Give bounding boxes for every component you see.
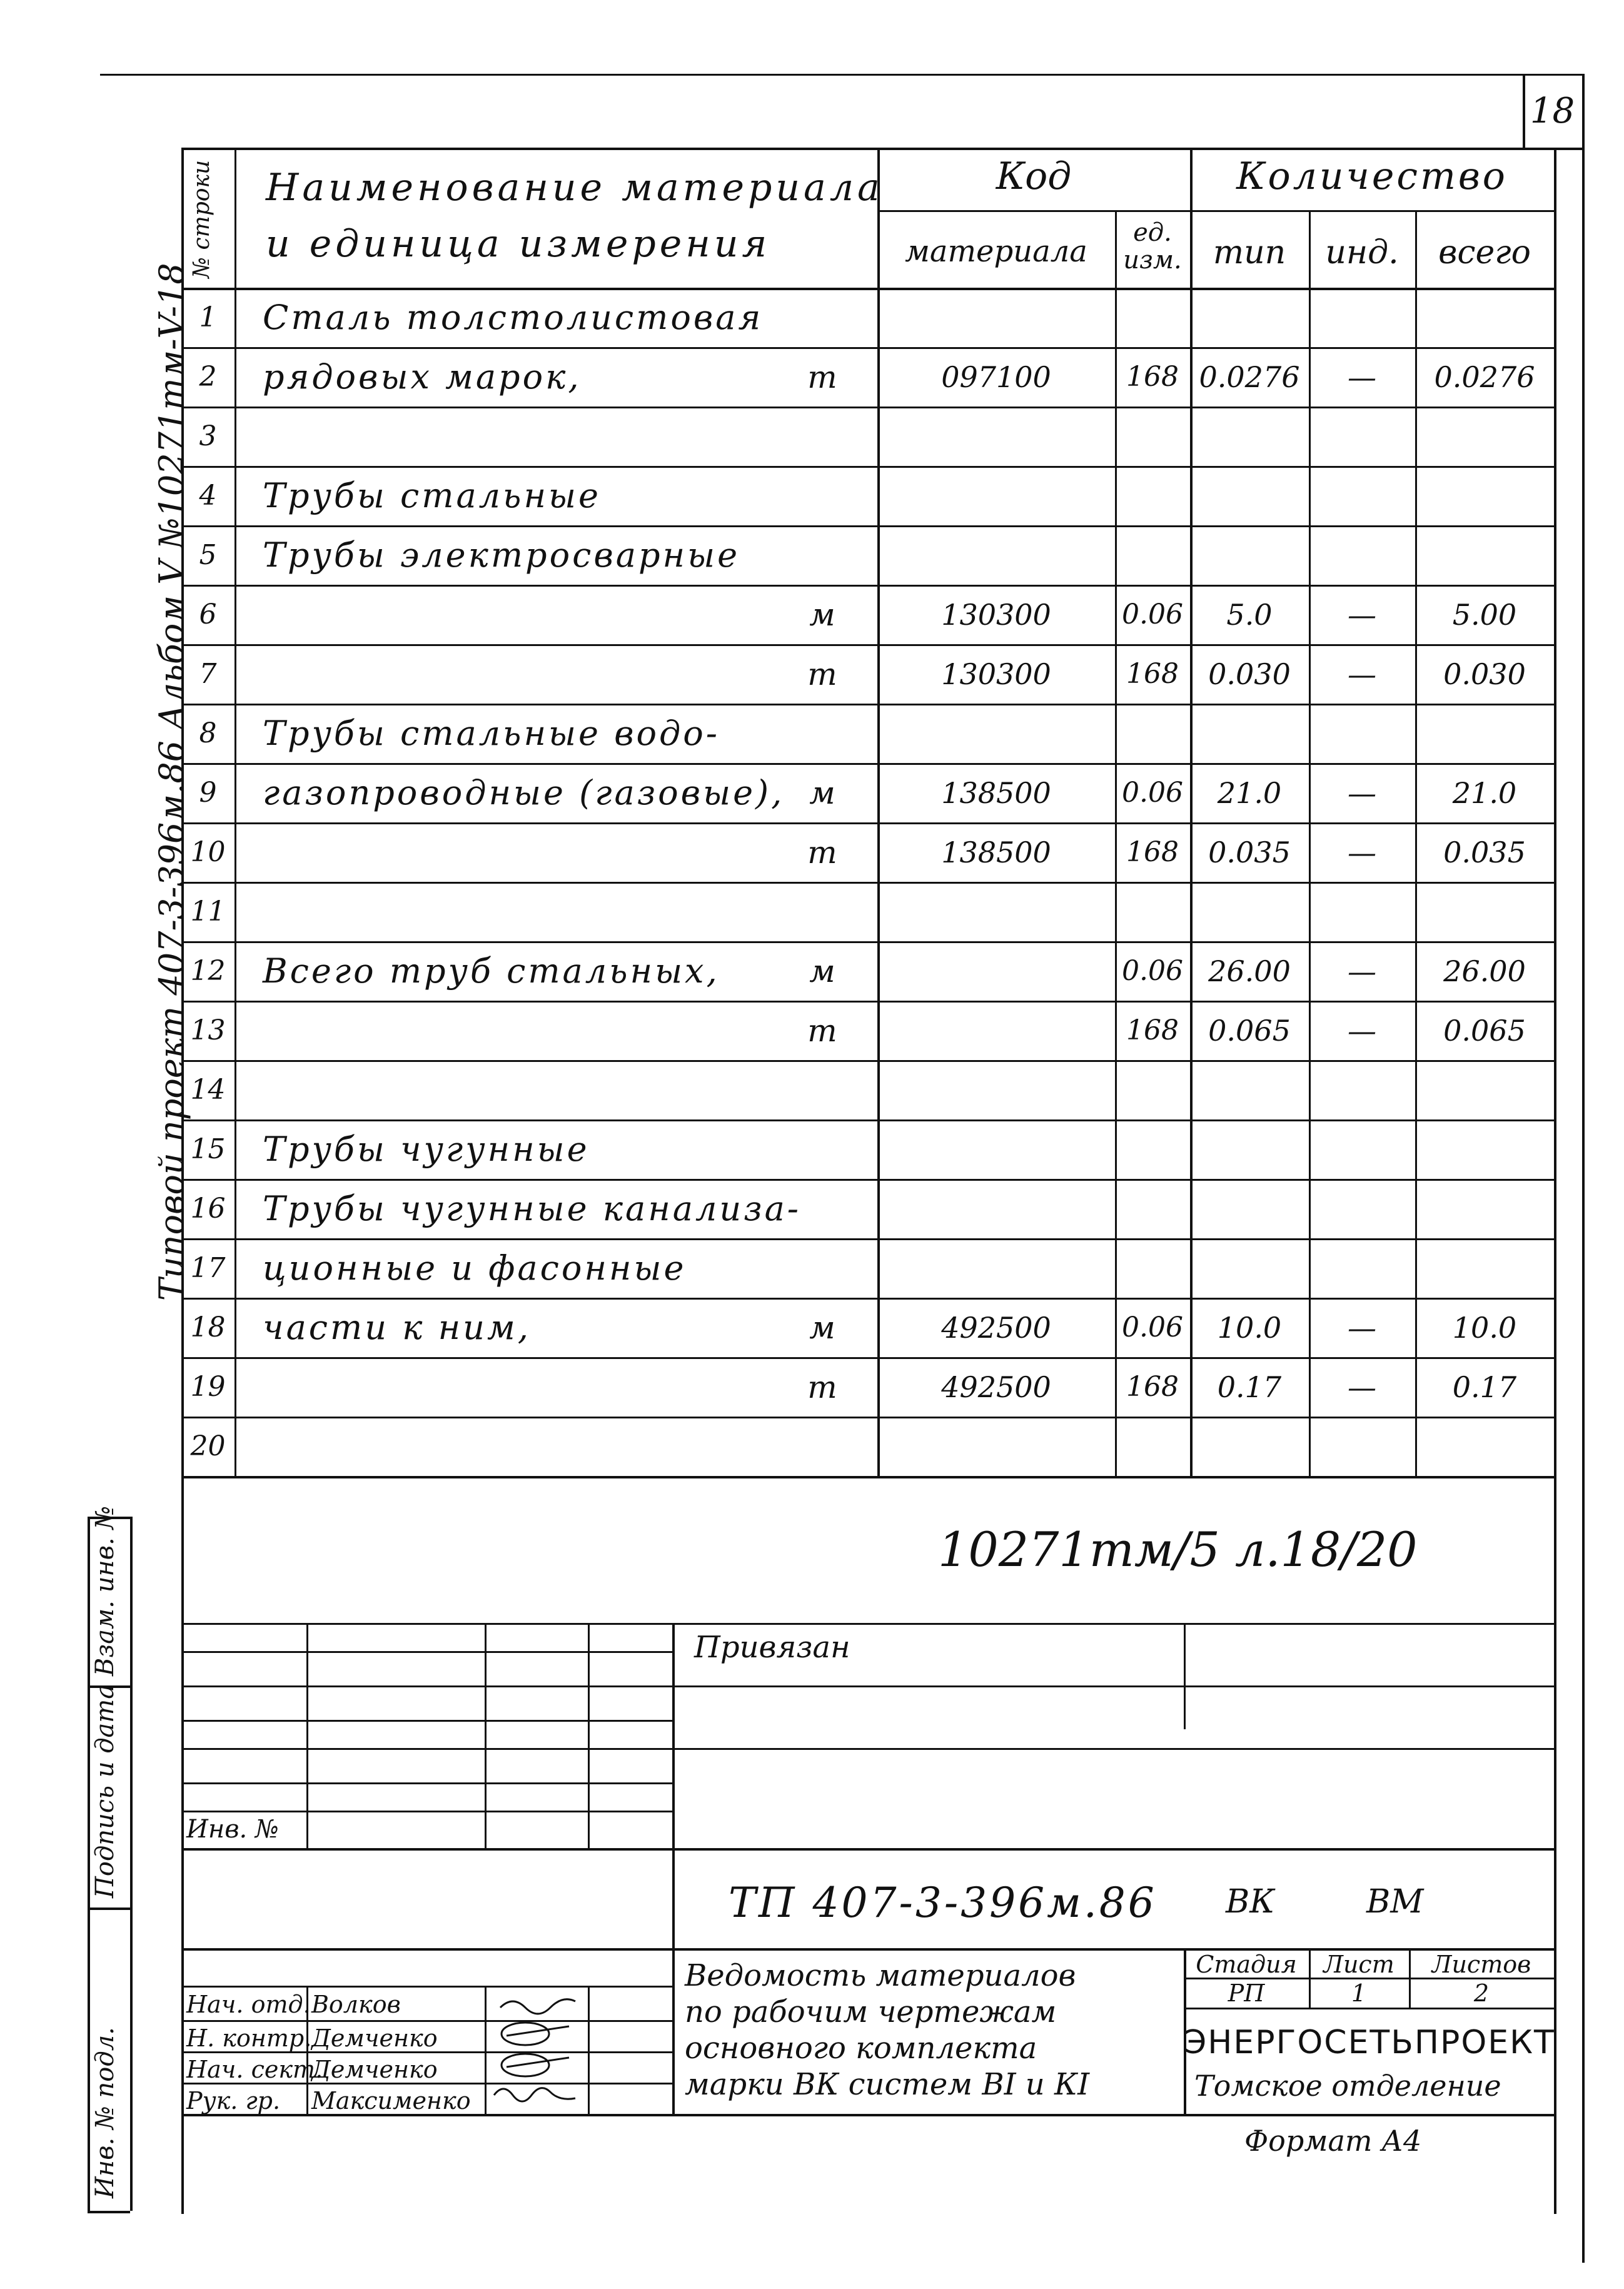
tb-col-3 — [588, 1623, 590, 1848]
strip-left — [88, 1517, 90, 2211]
row-separator — [181, 585, 1554, 587]
row-separator — [181, 525, 1554, 527]
row-number: 12 — [190, 954, 226, 987]
row-tip: 10.0 — [1217, 1310, 1282, 1345]
org-sub: Томское отделение — [1194, 2069, 1501, 2103]
row-unit: м — [809, 952, 835, 989]
row-unit: м — [809, 774, 835, 811]
tb-line-h — [181, 1848, 1554, 1851]
row-ind: — — [1348, 657, 1376, 691]
format-label: Формат А4 — [1244, 2124, 1422, 2158]
row-eu: 0.06 — [1122, 1311, 1183, 1343]
row-separator — [181, 1298, 1554, 1300]
tb-col-4 — [672, 1623, 675, 2114]
row-ind: — — [1348, 1370, 1376, 1404]
strip-right — [130, 1517, 133, 2211]
signatures-graphic — [488, 1989, 588, 2114]
row-name: Трубы чугунные канализа- — [263, 1188, 802, 1228]
tb-line-g — [181, 1811, 672, 1812]
strip-bottom — [88, 2211, 130, 2213]
row-code: 492500 — [941, 1310, 1051, 1345]
row-separator — [181, 347, 1554, 349]
tb-line-d — [181, 1720, 672, 1722]
header-code-material: материала — [905, 234, 1087, 269]
row-ind: — — [1348, 1013, 1376, 1048]
row-eu: 168 — [1126, 657, 1179, 690]
row-name: Трубы электросварные — [263, 535, 740, 575]
row-tip: 0.035 — [1208, 835, 1291, 869]
header-code-unit: ед. изм. — [1123, 218, 1182, 275]
strip-podpis-data: Подпись и дата — [91, 1684, 119, 1898]
stage-label: Стадия — [1196, 1951, 1297, 1978]
row-number: 13 — [190, 1014, 226, 1046]
row-number: 19 — [190, 1370, 226, 1403]
row-unit: т — [807, 655, 837, 692]
doc-title-line-2: по рабочим чертежам — [685, 1994, 1057, 2029]
table-bottom — [181, 1476, 1554, 1478]
row-separator — [181, 941, 1554, 943]
inventory-number: 10271тм/5 л.18/20 — [938, 1522, 1418, 1577]
row-tip: 0.065 — [1208, 1013, 1291, 1048]
tb-col-privyazan — [1184, 1623, 1186, 1729]
row-code: 138500 — [941, 776, 1051, 810]
signer-role-4: Рук. гр. — [186, 2087, 281, 2115]
signer-role-3: Нач. сект. — [186, 2056, 323, 2083]
row-name: газопроводные (газовые), — [263, 772, 785, 812]
tb-line-k — [181, 2020, 672, 2022]
row-eu: 168 — [1126, 1014, 1179, 1046]
header-name-line1: Наименование материала — [266, 166, 884, 210]
row-unit: т — [807, 358, 837, 395]
row-name: Трубы стальные — [263, 475, 601, 515]
row-ind: — — [1348, 835, 1376, 869]
row-total: 0.0276 — [1434, 360, 1535, 394]
row-number: 14 — [190, 1073, 226, 1106]
row-total: 0.035 — [1443, 835, 1526, 869]
row-code: 130300 — [941, 597, 1051, 632]
row-total: 21.0 — [1452, 776, 1517, 810]
row-code: 130300 — [941, 657, 1051, 691]
mark-vm: ВМ — [1366, 1883, 1424, 1921]
row-separator — [181, 882, 1554, 884]
row-separator — [181, 1119, 1554, 1121]
row-name: Сталь толстолистовая — [263, 297, 764, 337]
lower-left-border — [181, 1476, 184, 2214]
tb-line-b — [181, 1651, 672, 1653]
signer-name-2: Демченко — [311, 2024, 438, 2052]
signer-name-1: Волков — [311, 1991, 401, 2018]
row-unit: т — [807, 1368, 837, 1405]
row-number: 18 — [190, 1311, 226, 1343]
side-stamp: Типовой проект 407-3-396м.86 Альбом V №10271тм-V-18 — [152, 263, 191, 1301]
row-name: Всего труб стальных, — [263, 951, 720, 991]
strip-vzam-inv: Взам. инв. № — [91, 1505, 119, 1676]
row-name: части к ним, — [263, 1307, 531, 1347]
signer-role-2: Н. контр. — [186, 2024, 312, 2052]
top-border — [100, 74, 1582, 76]
row-name: ционные и фасонные — [263, 1248, 687, 1288]
header-mid-line — [877, 210, 1554, 212]
row-eu: 168 — [1126, 1370, 1179, 1403]
row-name: рядовых марок, — [263, 356, 582, 397]
sheet-label: Лист — [1323, 1951, 1395, 1978]
row-number: 20 — [190, 1430, 226, 1462]
tb-line-c — [181, 1685, 1554, 1687]
row-tip: 0.030 — [1208, 657, 1291, 691]
row-ind: — — [1348, 776, 1376, 810]
designation: ТП 407-3-396м.86 — [729, 1879, 1157, 1927]
page-number: 18 — [1530, 91, 1575, 131]
row-ind: — — [1348, 597, 1376, 632]
tb-stage-bottom — [1184, 2008, 1554, 2009]
tb-col-2b — [485, 1986, 487, 2114]
row-number: 8 — [199, 717, 217, 749]
row-separator — [181, 1417, 1554, 1418]
row-total: 0.030 — [1443, 657, 1526, 691]
row-separator — [181, 1060, 1554, 1062]
tb-col-2 — [485, 1623, 487, 1848]
privyazan-label: Привязан — [694, 1630, 850, 1665]
doc-title-line-3: основного комплекта — [685, 2031, 1037, 2066]
row-code: 492500 — [941, 1370, 1051, 1404]
row-eu: 0.06 — [1122, 776, 1183, 809]
row-eu: 168 — [1126, 836, 1179, 868]
header-qty-total: всего — [1438, 234, 1531, 271]
sheets-label: Листов — [1431, 1951, 1531, 1978]
row-code: 138500 — [941, 835, 1051, 869]
tb-col-1 — [306, 1623, 308, 1848]
header-qty-type: тип — [1213, 234, 1286, 271]
sheets-value: 2 — [1473, 1979, 1490, 2007]
row-separator — [181, 466, 1554, 468]
row-total: 26.00 — [1443, 954, 1526, 988]
sheet-value: 1 — [1351, 1979, 1367, 2007]
row-number: 4 — [199, 479, 217, 512]
row-number: 6 — [199, 598, 217, 630]
org-name: ЭНЕРГОСЕТЬПРОЕКТ — [1184, 2024, 1555, 2061]
row-name: Трубы чугунные — [263, 1129, 590, 1169]
row-eu: 168 — [1126, 360, 1179, 393]
tb-line-j — [181, 1986, 672, 1988]
row-number: 9 — [199, 776, 217, 809]
strip-div2 — [88, 1908, 130, 1910]
row-eu: 0.06 — [1122, 954, 1183, 987]
signer-name-4: Максименко — [311, 2087, 471, 2115]
header-qty-ind: инд. — [1325, 234, 1399, 271]
row-total: 10.0 — [1452, 1310, 1517, 1345]
row-number: 5 — [199, 538, 217, 571]
tb-line-a — [181, 1623, 1554, 1625]
header-row-no: № строки — [189, 159, 214, 278]
row-unit: м — [809, 1309, 835, 1346]
header-quantity: Количество — [1236, 154, 1508, 198]
row-separator — [181, 1179, 1554, 1181]
row-number: 17 — [190, 1251, 226, 1284]
row-tip: 0.0276 — [1199, 360, 1300, 394]
doc-title-line-4: марки ВК систем ВI и КI — [685, 2067, 1090, 2102]
inv-no-label: Инв. № — [186, 1815, 279, 1844]
strip-inv-podl: Инв. № подл. — [91, 2027, 119, 2198]
row-number: 2 — [199, 360, 217, 393]
table-top — [181, 148, 1554, 150]
row-tip: 21.0 — [1217, 776, 1282, 810]
row-separator — [181, 822, 1554, 824]
row-separator — [181, 763, 1554, 765]
signer-name-3: Демченко — [311, 2056, 438, 2083]
signer-role-1: Нач. отд. — [186, 1991, 311, 2018]
row-number: 10 — [190, 836, 226, 868]
row-total: 0.065 — [1443, 1013, 1526, 1048]
row-total: 5.00 — [1452, 597, 1517, 632]
tb-line-e — [181, 1748, 1554, 1750]
row-separator — [181, 704, 1554, 705]
header-name-line2: и единица измерения — [266, 222, 771, 266]
doc-title-line-1: Ведомость материалов — [685, 1958, 1076, 1993]
row-separator — [181, 1001, 1554, 1003]
row-number: 15 — [190, 1133, 226, 1165]
row-code: 097100 — [941, 360, 1051, 394]
row-tip: 5.0 — [1226, 597, 1273, 632]
row-ind: — — [1348, 1310, 1376, 1345]
header-code: Код — [996, 154, 1072, 198]
row-tip: 26.00 — [1208, 954, 1291, 988]
row-total: 0.17 — [1452, 1370, 1517, 1404]
row-number: 11 — [190, 895, 226, 927]
header-bottom — [181, 288, 1554, 290]
row-number: 16 — [190, 1192, 226, 1225]
row-number: 1 — [199, 301, 217, 333]
stage-value: РП — [1228, 1979, 1265, 2007]
row-number: 7 — [199, 657, 217, 690]
row-number: 3 — [199, 420, 217, 452]
row-unit: т — [807, 834, 837, 871]
row-eu: 0.06 — [1122, 598, 1183, 630]
row-ind: — — [1348, 954, 1376, 988]
table-right — [1554, 148, 1556, 1476]
row-separator — [181, 407, 1554, 408]
row-separator — [181, 1357, 1554, 1359]
row-unit: м — [809, 596, 835, 633]
row-separator — [181, 644, 1554, 646]
mark-vk: ВК — [1226, 1883, 1275, 1921]
tb-col-3b — [588, 1986, 590, 2114]
lower-right-border — [1554, 1476, 1556, 2214]
row-separator — [181, 1238, 1554, 1240]
row-tip: 0.17 — [1217, 1370, 1282, 1404]
row-name: Трубы стальные водо- — [263, 713, 720, 753]
right-border — [1582, 74, 1585, 2263]
row-ind: — — [1348, 360, 1376, 394]
tb-line-f — [181, 1782, 672, 1784]
row-unit: т — [807, 1012, 837, 1049]
